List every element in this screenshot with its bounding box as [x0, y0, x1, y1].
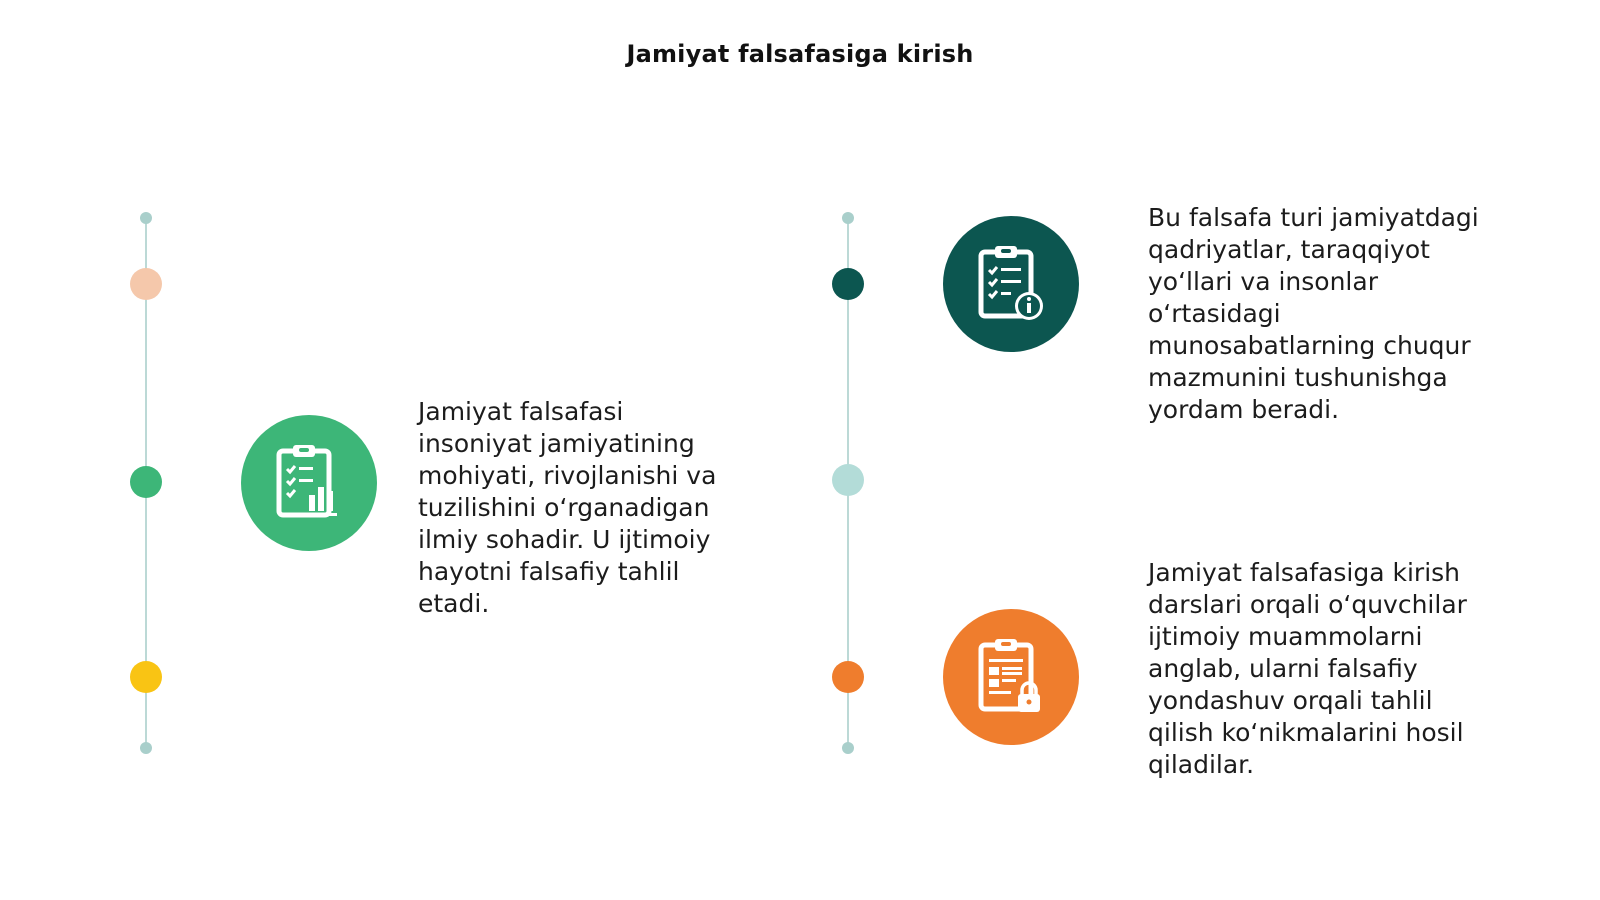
- clipboard-chart-icon: [273, 443, 345, 523]
- left-timeline-yellow-dot: [130, 661, 162, 693]
- middle-timeline-start-dot: [842, 212, 854, 224]
- left-timeline-peach-dot: [130, 268, 162, 300]
- item-2-text: Bu falsafa turi jamiyatdagi qadriyatlar, taraqqiyot yo‘llari va insonlar o‘rtasidagi munosabatlarning chuqur mazmunini tushunishga yordam beradi.: [1148, 203, 1479, 424]
- middle-timeline-orange-dot: [832, 661, 864, 693]
- item-1-text: Jamiyat falsafasi insoniyat jamiyatining mohiyati, rivojlanishi va tuzilishini o‘rganadigan ilmiy sohadir. U ijtimoiy hayotni falsafiy tahlil etadi.: [418, 397, 717, 618]
- left-timeline-green-dot: [130, 466, 162, 498]
- left-timeline-end-dot: [140, 742, 152, 754]
- middle-timeline-dark-dot: [832, 268, 864, 300]
- middle-timeline-end-dot: [842, 742, 854, 754]
- page-title: Jamiyat falsafasiga kirish: [626, 40, 974, 68]
- clipboard-lock-icon: [975, 637, 1047, 717]
- left-timeline-start-dot: [140, 212, 152, 224]
- green-icon-badge: [241, 415, 377, 551]
- dark-teal-icon-badge: [943, 216, 1079, 352]
- middle-timeline-lightteal-dot: [832, 464, 864, 496]
- orange-icon-badge: [943, 609, 1079, 745]
- clipboard-info-icon: [975, 244, 1047, 324]
- item-3-text: Jamiyat falsafasiga kirish darslari orqali o‘quvchilar ijtimoiy muammolarni anglab, ularni falsafiy yondashuv orqali tahlil qilish ko‘nikmalarini hosil qiladilar.: [1148, 558, 1467, 779]
